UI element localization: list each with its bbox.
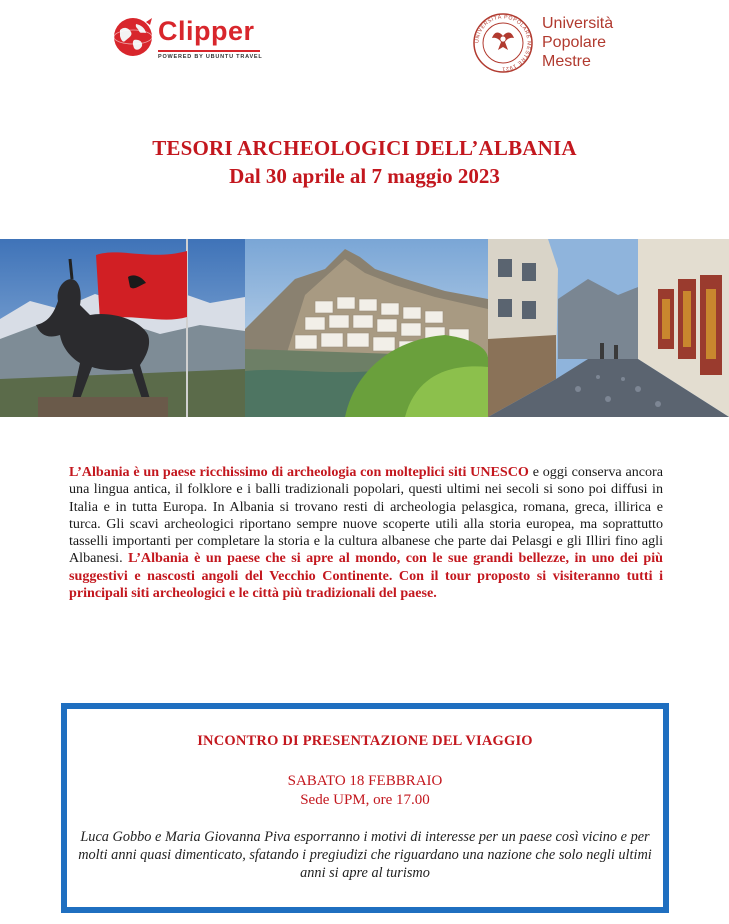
intro-highlight-2: L’Albania è un paese che si apre al mondo, con le sue grandi bellezze, in uno dei più suggestivi e nascosti angoli del Vecchio Continente. Con il tour proposto si visiteranno tutti i principali siti archeologici e le città più tradizionali del paese.: [69, 550, 663, 602]
event-box: [61, 703, 669, 913]
photo-bazaar-street: [488, 239, 729, 417]
clipper-tagline: POWERED BY UBUNTU TRAVEL: [158, 54, 263, 60]
upm-line-2: Popolare: [542, 34, 607, 51]
intro-body: e oggi conserva ancora una lingua antica, il folklore e i balli tradizionali popolari, questi ultimi nei secoli si sono poi diffusi in Italia e in tutta Europa. In Albania si trovano resti di archeologia pelasgica, romana, greca, illirica e turca. Gli scavi archeologici riportano sempre nuove scoperte utili alla storia europea, ma soprattutto tasselli importanti per completare la storia e la cultura albanese che parte dai Pelasgi e gli Illiri fino agli Albanesi.: [69, 464, 663, 567]
photo-strip: [0, 239, 729, 417]
upm-logo: [472, 10, 632, 76]
clipper-name: Clipper: [158, 16, 255, 46]
trip-dates: Dal 30 aprile al 7 maggio 2023: [229, 164, 500, 188]
upm-name: [542, 14, 613, 71]
upm-line-3: Mestre: [542, 53, 591, 70]
clipper-underline: [158, 50, 260, 52]
intro-paragraph: [69, 464, 663, 602]
event-date: SABATO 18 FEBBRAIO: [287, 773, 443, 789]
clipper-logo: [112, 14, 272, 68]
seal-ring-text: UNIVERSITÀ POPOLARE MESTRE 1921: [474, 14, 532, 72]
photo-skanderbeg-statue: [0, 239, 245, 417]
event-description: Luca Gobbo e Maria Giovanna Piva esporranno i motivi di interesse per un paese così vicino e per molti anni quasi dimenticato, sfatando i pregiudizi che riguardano una nazione che solo negli ultimi anni si apre al turismo: [78, 829, 652, 881]
upm-line-1: Università: [542, 15, 614, 32]
page-title: TESORI ARCHEOLOGICI DELL’ALBANIA: [152, 136, 577, 160]
intro-highlight-1: L’Albania è un paese ricchissimo di archeologia con molteplici siti UNESCO: [69, 464, 529, 480]
event-heading: INCONTRO DI PRESENTAZIONE DEL VIAGGIO: [197, 733, 533, 749]
winged-lion-seal: [472, 12, 534, 74]
globe-icon: [112, 16, 154, 58]
event-place: Sede UPM, ore 17.00: [300, 792, 430, 808]
photo-berat-town: [245, 239, 488, 417]
title-block: [0, 134, 729, 190]
